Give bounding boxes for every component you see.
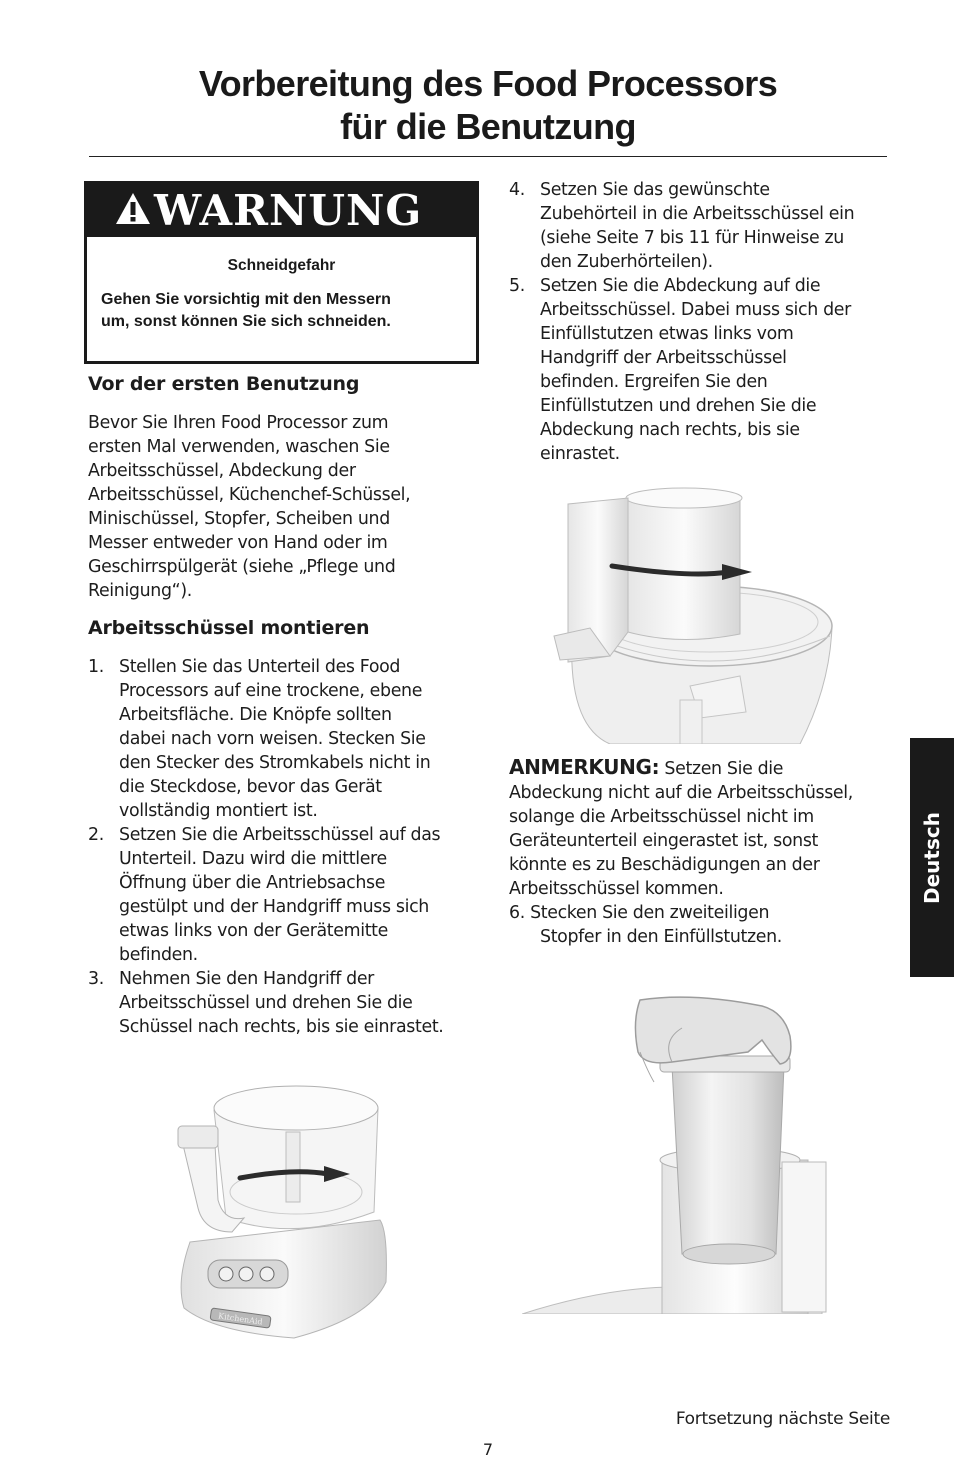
language-tab-label: Deutsch — [920, 811, 944, 904]
step-line: Arbeitsschüssel und drehen Sie die — [119, 993, 413, 1013]
warning-text-line: um, sonst können Sie sich schneiden. — [101, 313, 391, 330]
step-line: Stellen Sie das Unterteil des Food — [119, 657, 401, 677]
paragraph-line: ersten Mal verwenden, waschen Sie — [88, 437, 390, 457]
step-item — [509, 178, 894, 274]
step-line: Zubehörteil in die Arbeitsschüssel ein — [540, 204, 855, 224]
warning-text — [101, 289, 471, 333]
steps-list-right — [509, 178, 894, 466]
note-line: Geräteunterteil eingerastet ist, sonst — [509, 831, 819, 851]
note-line: Arbeitsschüssel kommen. — [509, 879, 724, 899]
paragraph-line: Arbeitsschüssel, Abdeckung der — [88, 461, 356, 481]
step-line: gestülpt und der Handgriff muss sich — [119, 897, 429, 917]
step-line: Processors auf eine trockene, ebene — [119, 681, 423, 701]
assembly-heading: Arbeitsschüssel montieren — [88, 617, 370, 639]
warning-word: WARNUNG — [154, 186, 423, 235]
step-line: Arbeitsfläche. Die Knöpfe sollten — [119, 705, 392, 725]
step-line: befinden. — [119, 945, 198, 965]
page-title — [0, 62, 954, 148]
step6-line: Stopfer in den Einfüllstutzen. — [540, 927, 782, 947]
paragraph-line: Geschirrspülgerät (siehe „Pflege und — [88, 557, 396, 577]
brand-plate-text: KitchenAid — [217, 1311, 264, 1327]
paragraph-line: Reinigung“). — [88, 581, 192, 601]
step-line: Abdeckung nach rechts, bis sie — [540, 420, 800, 440]
step-item — [88, 823, 473, 967]
step-line: befinden. Ergreifen Sie den — [540, 372, 768, 392]
paragraph-line: Messer entweder von Hand oder im — [88, 533, 388, 553]
step-line: Setzen Sie die Arbeitsschüssel auf das — [119, 825, 441, 845]
step-line: Unterteil. Dazu wird die mittlere — [119, 849, 387, 869]
note-first-text: Setzen Sie die — [659, 759, 784, 779]
note-label: ANMERKUNG: — [509, 755, 660, 779]
first-use-heading: Vor der ersten Benutzung — [88, 373, 360, 395]
step-line: die Steckdose, bevor das Gerät — [119, 777, 382, 797]
warning-header — [84, 181, 479, 239]
step-line: den Zuberhörteilen). — [540, 252, 713, 272]
step-line: Schüssel nach rechts, bis sie einrastet. — [119, 1017, 444, 1037]
pusher-insert-illustration — [522, 992, 832, 1314]
step-line: (siehe Seite 7 bis 11 für Hinweise zu — [540, 228, 844, 248]
step-line: Einfüllstutzen etwas links vom — [540, 324, 794, 344]
warning-box — [84, 181, 479, 367]
note-paragraph — [509, 755, 899, 949]
warning-text-line: Gehen Sie vorsichtig mit den Messern — [101, 291, 391, 308]
step-line: Handgriff der Arbeitsschüssel — [540, 348, 787, 368]
note-first-line — [509, 755, 899, 781]
page-title-line2: für die Benutzung — [340, 106, 636, 147]
step-line: etwas links von der Gerätemitte — [119, 921, 388, 941]
step-line: Öffnung über die Antriebsachse — [119, 873, 386, 893]
step-line: Setzen Sie die Abdeckung auf die — [540, 276, 821, 296]
title-rule — [89, 156, 887, 157]
paragraph-line: Bevor Sie Ihren Food Processor zum — [88, 413, 389, 433]
paragraph-line: Arbeitsschüssel, Küchenchef-Schüssel, — [88, 485, 411, 505]
lid-turning-illustration — [550, 486, 835, 744]
note-line: Abdeckung nicht auf die Arbeitsschüssel, — [509, 783, 853, 803]
step-line: Setzen Sie das gewünschte — [540, 180, 770, 200]
step-number: 2. — [88, 825, 104, 845]
continued-note: Fortsetzung nächste Seite — [675, 1409, 890, 1429]
step-line: dabei nach vorn weisen. Stecken Sie — [119, 729, 426, 749]
first-use-paragraph — [88, 411, 478, 603]
step-line: Einfüllstutzen und drehen Sie die — [540, 396, 817, 416]
food-processor-illustration — [174, 1082, 392, 1340]
step-number: 3. — [88, 969, 104, 989]
steps-list-left — [88, 655, 473, 1039]
page-title-line1: Vorbereitung des Food Processors — [198, 63, 778, 104]
paragraph-line: Minischüssel, Stopfer, Scheiben und — [88, 509, 390, 529]
note-line: solange die Arbeitsschüssel nicht im — [509, 807, 814, 827]
step-item — [509, 274, 894, 466]
warning-subtitle: Schneidgefahr — [227, 257, 336, 274]
note-line: könnte es zu Beschädigungen an der — [509, 855, 820, 875]
step-line: Arbeitsschüssel. Dabei muss sich der — [540, 300, 851, 320]
page-number: 7 — [482, 1440, 494, 1459]
step-line: Nehmen Sie den Handgriff der — [119, 969, 374, 989]
step-number: 1. — [88, 657, 104, 677]
step-number: 4. — [509, 180, 525, 200]
step-item — [88, 967, 473, 1039]
step-number: 5. — [509, 276, 525, 296]
step6-line: 6. Stecken Sie den zweiteiligen — [509, 903, 770, 923]
step-item — [88, 655, 473, 823]
step-line: den Stecker des Stromkabels nicht in — [119, 753, 431, 773]
language-tab — [910, 738, 954, 977]
step-line: vollständig montiert ist. — [119, 801, 318, 821]
step-line: einrastet. — [540, 444, 620, 464]
warning-triangle-icon — [114, 191, 152, 227]
